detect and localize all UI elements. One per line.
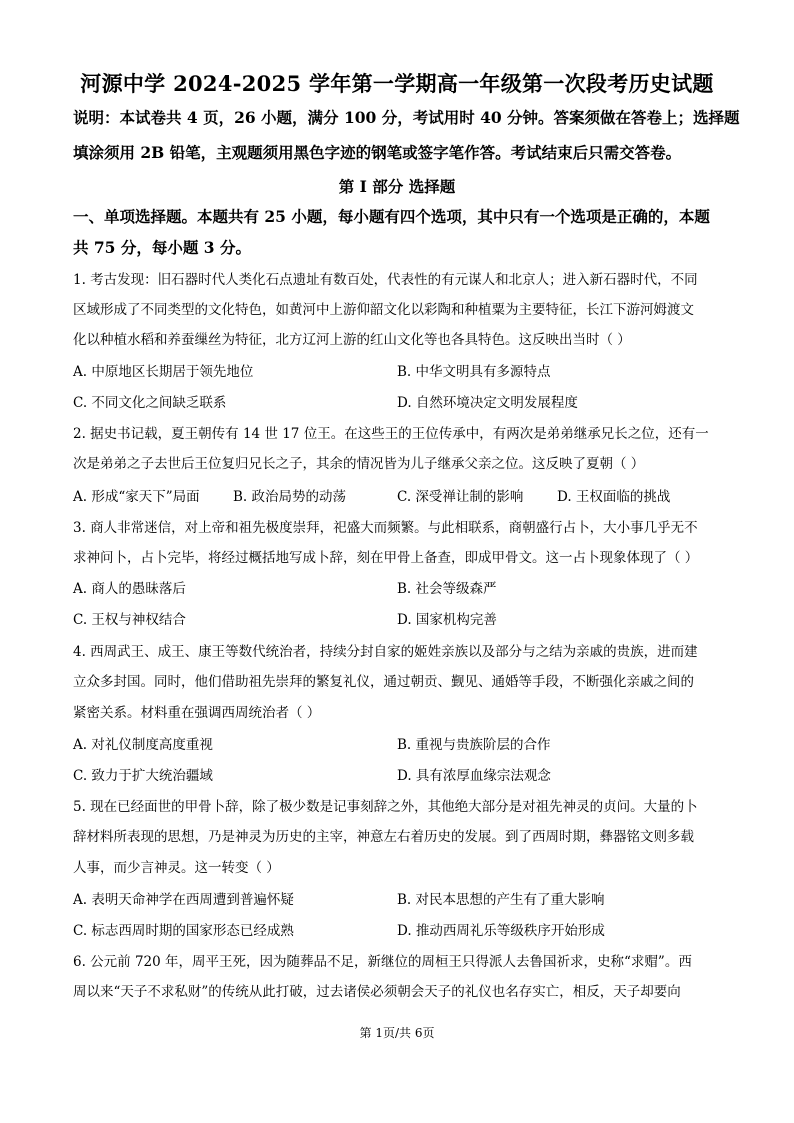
question-text-line: 4. 西周武王、成王、康王等数代统治者，持续分封自家的姬姓亲族以及部分与之结为亲戚的贵族，进而建 (73, 644, 698, 660)
option-c: C. 深受禅让制的影响 (397, 489, 524, 505)
option-d: D. 自然环境决定文明发展程度 (397, 395, 578, 411)
question-text-line: 紧密关系。材料重在强调西周统治者（ ） (73, 705, 321, 721)
question-text-line: 辞材料所表现的思想，乃是神灵为历史的主宰，神意左右着历史的发展。到了西周时期，彝器铭文则多载 (73, 829, 694, 845)
option-a: A. 表明天命神学在西周遭到普遍怀疑 (73, 892, 294, 908)
option-c: C. 标志西周时期的国家形态已经成熟 (73, 923, 294, 939)
option-a: A. 中原地区长期居于领先地位 (73, 364, 254, 380)
question-text-line: 3. 商人非常迷信，对上帝和祖先极度崇拜，祀盛大而频繁。与此相联系，商朝盛行占卜，大小事几乎无不 (73, 520, 698, 536)
option-b: B. 社会等级森严 (397, 581, 497, 597)
question-text-line: 人事，而少言神灵。这一转变（ ） (73, 860, 280, 876)
question-text-line: 6. 公元前 720 年，周平王死，因为随葬品不足，新继位的周桓王只得派人去鲁国祈求，史称“求赗”。西 (73, 954, 692, 970)
option-d: D. 国家机构完善 (397, 612, 497, 628)
option-d: D. 王权面临的挑战 (557, 489, 671, 505)
instructions-line-1: 说明：本试卷共 4 页，26 小题，满分 100 分，考试用时 40 分钟。答案须做在答卷上；选择题 (73, 108, 740, 127)
option-d: D. 具有浓厚血缘宗法观念 (397, 768, 551, 784)
option-d: D. 推动西周礼乐等级秩序开始形成 (397, 923, 605, 939)
exam-title: 河源中学 2024-2025 学年第一学期高一年级第一次段考历史试题 (80, 71, 714, 96)
option-a: A. 形成“家天下”局面 (73, 489, 200, 505)
option-a: A. 商人的愚昧落后 (73, 581, 186, 597)
question-text-line: 2. 据史书记载，夏王朝传有 14 世 17 位王。在这些王的王位传承中，有两次是弟弟继承兄长之位，还有一 (73, 426, 709, 442)
page-footer: 第 1页/共 6页 (359, 1026, 435, 1040)
option-b: B. 中华文明具有多源特点 (397, 364, 551, 380)
instructions-line-2: 填涂须用 2B 铅笔，主观题须用黑色字迹的钢笔或签字笔作答。考试结束后只需交答卷。 (73, 143, 682, 162)
question-text-line: 周以来“天子不求私财”的传统从此打破，过去诸侯必须朝会天子的礼仪也名存实亡，相反，天子却要向 (73, 984, 681, 1000)
section-header-line-1: 一、单项选择题。本题共有 25 小题，每小题有四个选项，其中只有一个选项是正确的，本题 (73, 207, 710, 226)
question-text-line: 区域形成了不同类型的文化特色，如黄河中上游仰韶文化以彩陶和种植粟为主要特征，长江下游河姆渡文 (73, 302, 694, 318)
option-c: C. 致力于扩大统治疆域 (73, 768, 213, 784)
question-text-line: 次是弟弟之子去世后王位复归兄长之子，其余的情况皆为儿子继承父亲之位。这反映了夏朝（ ） (73, 456, 645, 472)
option-c: C. 王权与神权结合 (73, 612, 186, 628)
option-c: C. 不同文化之间缺乏联系 (73, 395, 227, 411)
option-a: A. 对礼仪制度高度重视 (73, 737, 213, 753)
option-b: B. 政治局势的动荡 (233, 489, 347, 505)
option-b: B. 对民本思想的产生有了重大影响 (397, 892, 605, 908)
question-text-line: 立众多封国。同时，他们借助祖先崇拜的繁复礼仪，通过朝贡、觐见、通婚等手段，不断强化亲戚之间的 (73, 674, 694, 690)
question-text-line: 求神问卜，占卜完毕，将经过概括地写成卜辞，刻在甲骨上备查，即成甲骨文。这一占卜现象体现了（ ） (73, 550, 699, 566)
section-header-line-2: 共 75 分，每小题 3 分。 (73, 238, 251, 257)
option-b: B. 重视与贵族阶层的合作 (397, 737, 551, 753)
question-text-line: 1. 考古发现：旧石器时代人类化石点遗址有数百处，代表性的有元谋人和北京人；进入新石器时代，不同 (73, 272, 698, 288)
question-text-line: 化以种植水稻和养蚕缫丝为特征，北方辽河上游的红山文化等也各具特色。这反映出当时（ ） (73, 332, 631, 348)
part-title: 第 I 部分 选择题 (338, 177, 456, 196)
question-text-line: 5. 现在已经面世的甲骨卜辞，除了极少数是记事刻辞之外，其他绝大部分是对祖先神灵的贞问。大量的卜 (73, 799, 698, 815)
